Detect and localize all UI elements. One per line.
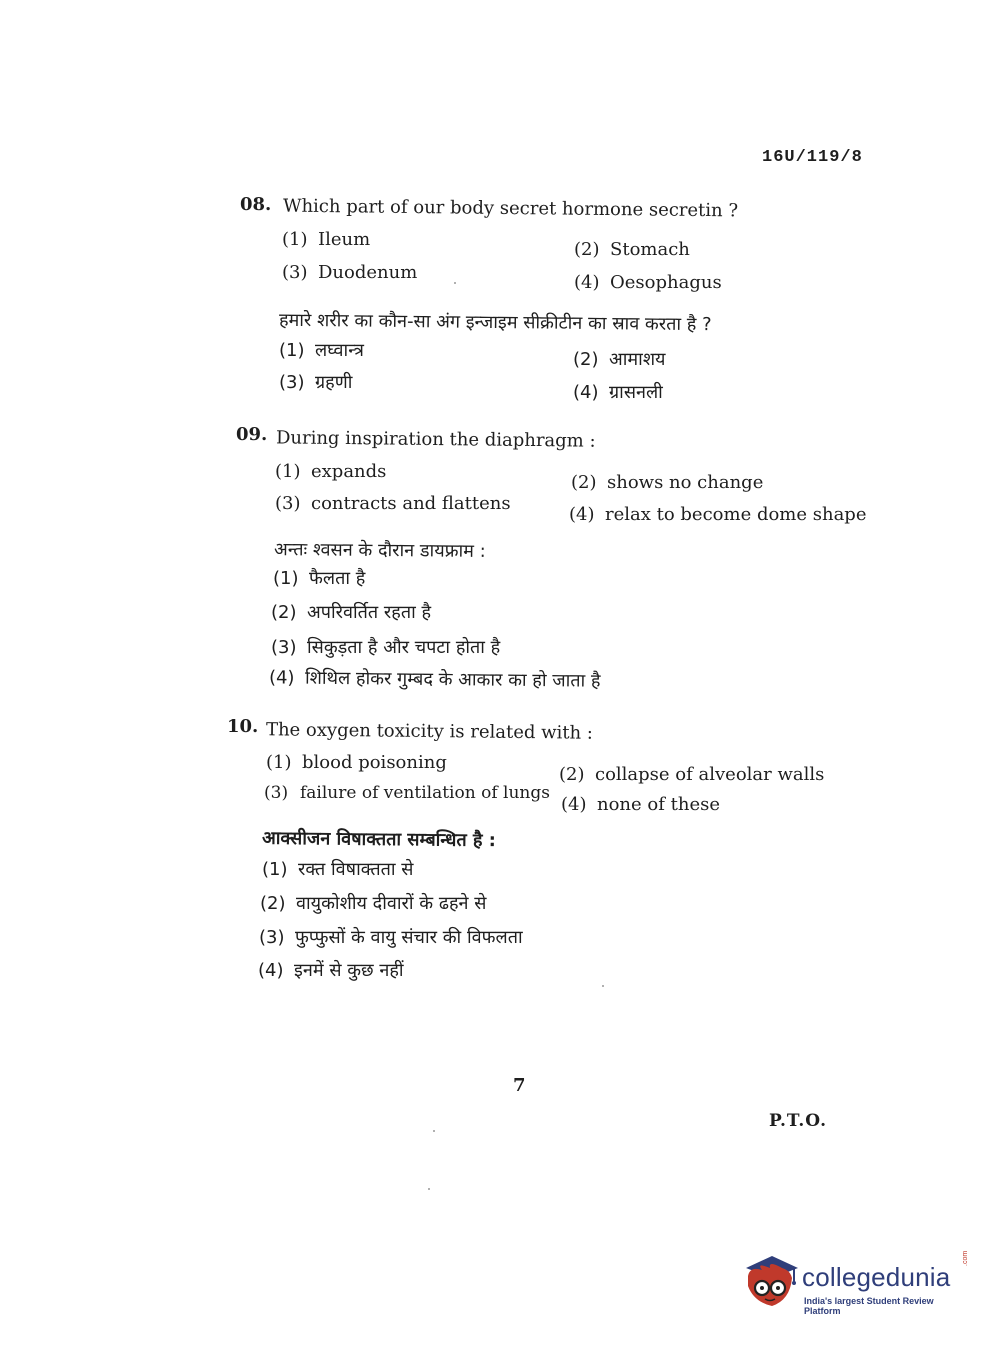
option-4-en: (4) Oesophagus	[574, 272, 722, 293]
option-4-hi: (4) शिथिल होकर गुम्बद के आकार का हो जाता है	[268, 667, 601, 692]
logo-tagline: India's largest Student Review Platform	[804, 1296, 934, 1316]
option-3-en: (3) contracts and flattens	[275, 493, 511, 514]
option-3-en: (3) failure of ventilation of lungs	[264, 783, 550, 803]
option-1-hi: (1) लघ्वान्त्र	[279, 340, 364, 361]
page-number: 7	[513, 1075, 526, 1096]
option-2-en: (2) Stomach	[574, 239, 690, 260]
question-text-en: The oxygen toxicity is related with :	[265, 719, 594, 744]
scan-speck	[428, 1188, 430, 1190]
option-2-en: (2) collapse of alveolar walls	[559, 764, 825, 785]
option-3-hi: (3) फुप्फुसों के वायु संचार की विफलता	[259, 927, 523, 948]
scan-speck	[602, 985, 604, 987]
pto-label: P.T.O.	[769, 1111, 827, 1131]
option-4-hi: (4) ग्रासनली	[573, 382, 663, 403]
option-4-hi: (4) इनमें से कुछ नहीं	[258, 960, 404, 981]
question-text-en: During inspiration the diaphragm :	[275, 427, 596, 452]
option-1-hi: (1) रक्त विषाक्तता से	[262, 859, 414, 880]
question-number: 09.	[236, 424, 268, 445]
paper-code: 16U/119/8	[762, 148, 863, 167]
option-4-en: (4) relax to become dome shape	[569, 504, 867, 525]
option-2-en: (2) shows no change	[571, 472, 764, 493]
option-3-hi: (3) ग्रहणी	[279, 372, 353, 393]
option-1-en: (1) blood poisoning	[266, 752, 447, 773]
logo-wordmark: collegedunia	[802, 1262, 951, 1292]
option-1-en: (1) Ileum	[282, 229, 371, 250]
question-text-hi: हमारे शरीर का कौन-सा अंग इन्जाइम सीक्रीटीन का स्राव करता है ?	[278, 309, 712, 336]
option-2-hi: (2) आमाशय	[573, 349, 666, 370]
scan-speck	[433, 1130, 435, 1132]
logo-suffix: .com	[962, 1250, 969, 1266]
collegedunia-logo	[742, 1252, 972, 1320]
option-3-en: (3) Duodenum	[282, 262, 418, 283]
option-4-en: (4) none of these	[561, 794, 720, 815]
option-3-hi: (3) सिकुड़ता है और चपटा होता है	[271, 637, 501, 658]
option-2-hi: (2) अपरिवर्तित रहता है	[271, 602, 432, 623]
question-text-hi: अन्तः श्वसन के दौरान डायफ्राम :	[273, 539, 486, 562]
option-1-en: (1) expands	[275, 461, 387, 482]
question-text-en: Which part of our body secret hormone secretin ?	[282, 195, 739, 222]
question-text-hi: आक्सीजन विषाक्तता सम्बन्धित है :	[261, 827, 497, 852]
student-mascot-icon	[742, 1252, 800, 1314]
question-number: 10.	[227, 716, 259, 737]
scan-speck	[454, 282, 456, 284]
question-number: 08.	[240, 194, 272, 215]
option-2-hi: (2) वायुकोशीय दीवारों के ढहने से	[260, 893, 487, 914]
option-1-hi: (1) फैलता है	[273, 568, 366, 589]
